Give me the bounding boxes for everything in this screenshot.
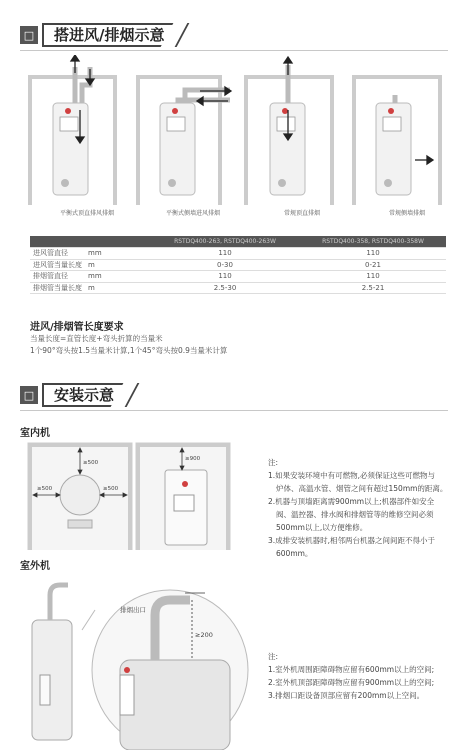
table-cell: 110	[150, 248, 300, 260]
table-cell: m	[85, 259, 150, 271]
section-square-icon: □	[20, 386, 38, 404]
dim-outdoor: ≥200	[195, 631, 213, 639]
table-header-row	[30, 236, 446, 248]
table-row	[30, 248, 446, 260]
table-row	[30, 271, 446, 283]
section-header-install	[20, 382, 126, 408]
pipe-req-line-2: 1个90°弯头按1.5当量米计算,1个45°弯头按0.9当量米计算	[30, 346, 228, 355]
note-line: 1.室外机周围距障碍物应留有600mm以上的空间;	[268, 665, 435, 674]
table-cell: 0-30	[150, 259, 300, 271]
table-cell: 2.5-21	[300, 282, 446, 294]
table-cell: mm	[85, 248, 150, 260]
table-cell: 进风管直径	[30, 248, 85, 260]
dim-top-right: ≥900	[185, 456, 201, 462]
dim-right: ≥500	[103, 486, 119, 492]
section-header-venting	[20, 22, 176, 48]
outdoor-diagram	[20, 575, 250, 750]
table-cell: 110	[300, 248, 446, 260]
table-row	[30, 259, 446, 271]
table-header-cell	[85, 236, 150, 248]
table-cell: 进风管当量长度	[30, 259, 85, 271]
section-title: 搭进风/排烟示意	[42, 23, 176, 47]
indoor-notes	[268, 456, 463, 560]
table-cell: mm	[85, 271, 150, 283]
note-line: 2.机器与顶墙距离需900mm以上;机器部件如安全	[268, 497, 435, 506]
note-line: 2.室外机顶部距障碍物应留有900mm以上的空间;	[268, 678, 435, 687]
note-line: 炉体、高温水管、烟管之间有超过150mm的距离。	[276, 484, 448, 493]
table-header-cell: RSTDQ400-263, RSTDQ400-263W	[150, 236, 300, 248]
diagram-caption-1: 平衡式顶直排风排烟	[59, 210, 114, 217]
divider	[20, 410, 448, 411]
note-line: 注:	[268, 652, 279, 661]
table-cell: 排烟管当量长度	[30, 282, 85, 294]
diagram-caption-4: 常规侧墙排烟	[388, 210, 425, 217]
exhaust-label: 排烟出口	[120, 606, 146, 614]
note-line: 3.排烟口距设备顶部应留有200mm以上空间。	[268, 691, 425, 700]
note-line: 600mm。	[276, 549, 313, 558]
diagram-caption-2: 平衡式侧墙进风排烟	[165, 210, 220, 217]
indoor-diagram	[25, 440, 250, 550]
diagram-caption-3: 常规顶直排烟	[283, 210, 320, 217]
table-cell: 110	[150, 271, 300, 283]
table-header-cell	[30, 236, 85, 248]
dim-top-left: ≥500	[83, 460, 99, 466]
divider	[20, 50, 448, 51]
table-cell: 0-21	[300, 259, 446, 271]
section-title: 安装示意	[42, 383, 126, 407]
pipe-req-line-1: 当量长度=直管长度+弯头折算的当量米	[30, 334, 163, 343]
table-cell: 110	[300, 271, 446, 283]
table-cell: 2.5-30	[150, 282, 300, 294]
section-square-icon: □	[20, 26, 38, 44]
note-line: 阀、温控器、排水阀和排烟管等的维修空间必须	[276, 510, 434, 519]
table-cell: m	[85, 282, 150, 294]
outdoor-title: 室外机	[20, 561, 50, 572]
note-line: 注:	[268, 458, 279, 467]
outdoor-notes	[268, 650, 468, 702]
table-row	[30, 282, 446, 294]
venting-diagrams	[20, 55, 450, 220]
indoor-title: 室内机	[20, 428, 50, 439]
dim-left: ≥500	[37, 486, 53, 492]
table-header-cell: RSTDQ400-358, RSTDQ400-358W	[300, 236, 446, 248]
note-line: 500mm以上,以方便维修。	[276, 523, 368, 532]
note-line: 1.如果安装环境中有可燃物,必须保证这些可燃物与	[268, 471, 436, 480]
spec-table	[30, 236, 446, 294]
pipe-req-title: 进风/排烟管长度要求	[30, 322, 124, 333]
note-line: 3.成排安装机器时,相邻两台机器之间间距不得小于	[268, 536, 436, 545]
table-cell: 排烟管直径	[30, 271, 85, 283]
